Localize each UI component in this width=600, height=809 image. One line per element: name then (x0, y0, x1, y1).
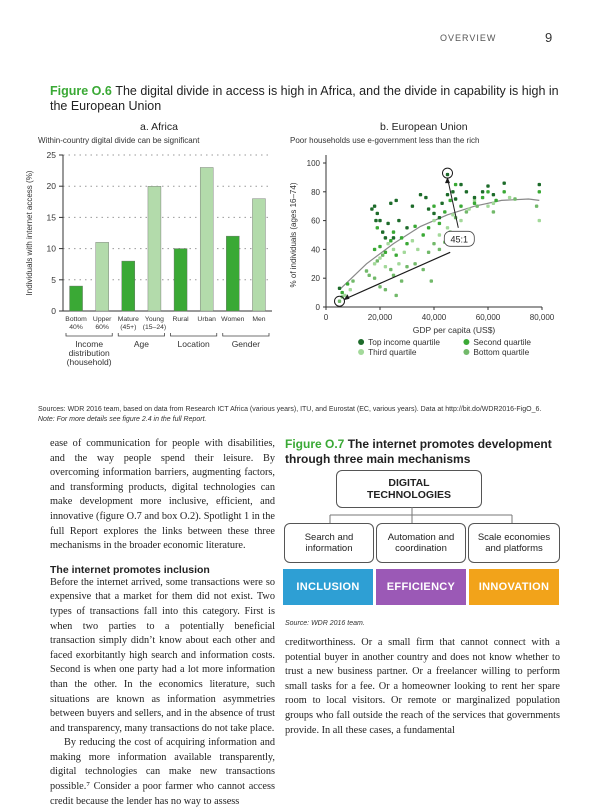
scatter-point (467, 207, 470, 210)
y-tick-label: 25 (46, 150, 56, 160)
scatter-point (392, 230, 395, 233)
figure-o6-label: Figure O.6 (50, 84, 112, 98)
y-tick-label: 80 (311, 187, 320, 197)
bar (174, 249, 187, 311)
scatter-point (492, 193, 495, 196)
category-label: Mature (117, 316, 139, 323)
group-label: (household) (66, 357, 112, 367)
scatter-point (381, 230, 384, 233)
scatter-point (389, 202, 392, 205)
scatter-point (378, 256, 381, 259)
scatter-point (473, 196, 476, 199)
scatter-point (373, 205, 376, 208)
bar (122, 261, 135, 311)
scatter-point (386, 242, 389, 245)
bar (252, 199, 265, 311)
mechanism-1-line1: Search and (304, 532, 354, 543)
category-label: Young (144, 316, 164, 323)
category-label: 40% (69, 324, 83, 331)
bar (96, 242, 109, 311)
scatter-point (473, 202, 476, 205)
y-tick-label: 15 (46, 212, 56, 223)
scatter-point (440, 202, 443, 205)
category-label: Upper (92, 316, 112, 323)
scatter-point (370, 207, 373, 210)
mechanism-3-line2: and platforms (485, 543, 543, 554)
y-tick-label: 100 (306, 159, 320, 168)
x-tick-label: 20,000 (367, 313, 393, 322)
scatter-point (341, 291, 344, 294)
scatter-point (365, 269, 368, 272)
category-label: Bottom (65, 316, 87, 323)
scatter-point (432, 219, 435, 222)
scatter-point (503, 181, 506, 184)
scatter-point (449, 199, 452, 202)
scatter-point (476, 205, 479, 208)
bar (70, 286, 83, 311)
scatter-point (413, 262, 416, 265)
scatter-point (397, 262, 400, 265)
scatter-point (413, 225, 416, 228)
scatter-point (378, 245, 381, 248)
left-paragraph-2: Before the internet arrived, some transactions were so expensive that a market for them did not exist. Two types of transactions fall into this category. First is when two parties to a potentially beneficial transaction simply didn’t know about each other and faced exorbitantly high search and information costs. Second is when one party had a lot more information than the other. In the economics literature, such situations are known as information asymmetries between buyers and sellers, and in the absence of trust and transparency, many transactions do not take place. (50, 576, 275, 734)
legend-label: Bottom quartile (473, 347, 530, 357)
scatter-point (338, 300, 341, 303)
scatter-point (384, 236, 387, 239)
scatter-point (430, 279, 433, 282)
scatter-point (481, 190, 484, 193)
scatter-point (438, 248, 441, 251)
bar (148, 186, 161, 311)
category-label: Rural (172, 316, 189, 323)
scatter-point (374, 219, 377, 222)
legend-marker (463, 339, 469, 345)
scatter-point (438, 216, 441, 219)
scatter-point (486, 190, 489, 193)
section-heading: The internet promotes inclusion (50, 563, 210, 576)
scatter-point (395, 199, 398, 202)
scatter-point (508, 196, 511, 199)
scatter-point (454, 183, 457, 186)
y-tick-label: 20 (311, 274, 320, 284)
scatter-point (376, 259, 379, 262)
scatter-point (373, 262, 376, 265)
mechanism-2-line1: Automation and (387, 532, 455, 543)
figure-o7-heading: The internet promotes development through three main mechanisms (285, 437, 552, 466)
x-axis-label: GDP per capita (US$) (412, 325, 496, 335)
scatter-point (411, 205, 414, 208)
scatter-point (427, 207, 430, 210)
running-header: OVERVIEW (440, 33, 497, 43)
scatter-point (481, 196, 484, 199)
scatter-point (405, 265, 408, 268)
y-axis-label: % of individuals (ages 16–74) (289, 182, 298, 288)
scatter-point (451, 213, 454, 216)
scatter-point (427, 226, 430, 229)
scatter-point (392, 236, 395, 239)
scatter-point (494, 199, 497, 202)
left-paragraph-3: By reducing the cost of acquiring information and making more information available transparently, digital technologies can make new transactions possible.⁷ Consider a poor farmer who cannot access credit because the lender has no way to assess (50, 737, 275, 807)
group-label: Gender (231, 339, 261, 349)
scatter-point (538, 190, 541, 193)
scatter-point (376, 212, 379, 215)
scatter-point (386, 222, 389, 225)
scale-platforms-box (468, 523, 560, 563)
scatter-point (338, 287, 341, 290)
scatter-point (384, 265, 387, 268)
search-information-box (284, 523, 374, 563)
mechanism-3-line1: Scale economies (477, 532, 551, 543)
scatter-point (492, 202, 495, 205)
bar (200, 167, 213, 311)
scatter-point (419, 193, 422, 196)
legend-marker (358, 339, 364, 345)
scatter-point (465, 190, 468, 193)
ratio-annotation: 45:1 (450, 234, 469, 245)
y-tick-label: 10 (46, 243, 56, 254)
scatter-point (405, 226, 408, 229)
left-paragraph-1: ease of communication for people with disabilities, and the way people spend their leisure. By overcoming information barriers, augmenting factors, and transforming products, digital technologies can make development more inclusive, efficient, and innovative (figure O.7 and box O.2). Spotlight 1 in the full Report explores the links between these three mechanisms in the broader economic literature. (50, 438, 275, 552)
page-number: 9 (545, 30, 553, 45)
scatter-point (384, 251, 387, 254)
scatter-point (432, 212, 435, 215)
group-label: distribution (68, 348, 110, 358)
scatter-point (395, 253, 398, 256)
scatter-point (403, 251, 406, 254)
connector-lines (282, 505, 564, 525)
scatter-point (405, 242, 408, 245)
scatter-point (459, 219, 462, 222)
scatter-point (368, 274, 371, 277)
panel-a-title: a. Africa (140, 121, 178, 133)
scatter-point (416, 248, 419, 251)
scatter-point (373, 248, 376, 251)
scatter-point (492, 210, 495, 213)
scatter-point (392, 248, 395, 251)
figure-o6-sources: Sources: WDR 2016 team, based on data from Research ICT Africa (various years), ITU, and Eurostat (EC, various years). Data at http://bit.do/WDR2016-FigO_6. (38, 406, 542, 413)
scatter-point (427, 251, 430, 254)
scatter-point (459, 183, 462, 186)
efficiency-bar: EFFICIENCY (376, 569, 466, 605)
scatter-point (446, 226, 449, 229)
africa-bar-chart (20, 145, 282, 385)
scatter-point (513, 197, 516, 200)
scatter-point (538, 183, 541, 186)
x-tick-label: 60,000 (475, 313, 501, 322)
figure-o7-label: Figure O.7 (285, 437, 345, 451)
figure-o7-title (285, 437, 560, 467)
scatter-point (381, 253, 384, 256)
x-tick-label: 0 (323, 313, 329, 322)
category-label: Women (221, 316, 245, 323)
scatter-point (432, 205, 435, 208)
y-tick-label: 0 (315, 303, 320, 312)
scatter-point (400, 236, 403, 239)
scatter-point (486, 184, 489, 187)
group-label: Age (133, 339, 149, 349)
mechanism-1-line2: information (305, 543, 353, 554)
scatter-point (438, 233, 441, 236)
digital-technologies-box (336, 470, 482, 508)
scatter-point (389, 239, 392, 242)
scatter-point (451, 190, 454, 193)
y-axis-label: Individuals with internet access (%) (25, 170, 34, 296)
scatter-point (503, 190, 506, 193)
scatter-point (486, 205, 489, 208)
scatter-point (422, 233, 425, 236)
figure-o6-title (50, 84, 560, 114)
group-label: Location (177, 339, 210, 349)
bar (226, 236, 239, 311)
category-label: 60% (95, 324, 109, 331)
panel-b-title: b. European Union (380, 121, 468, 133)
x-tick-label: 80,000 (529, 313, 555, 322)
scatter-point (422, 268, 425, 271)
scatter-point (438, 222, 441, 225)
category-label: Men (252, 316, 266, 323)
scatter-point (384, 288, 387, 291)
digital-label: DIGITAL (388, 477, 430, 489)
right-paragraph-1: creditworthiness. Or a small firm that cannot connect with a potential buyer in another country and does not know whether to trust a new business partner. Or a freelancer willing to perform small tasks for a fee. Or a homeowner looking to rent her spare room to local visitors. Or remote or marginalized population groups who fall outside the reach of the services that governments provide. In all these cases, a fundamental (285, 637, 560, 736)
figure-o7-source: Source: WDR 2016 team. (285, 620, 365, 627)
innovation-bar: INNOVATION (469, 569, 559, 605)
scatter-point (400, 279, 403, 282)
x-tick-label: 40,000 (421, 313, 447, 322)
scatter-point (454, 197, 457, 200)
scatter-point (351, 279, 354, 282)
y-tick-label: 60 (311, 216, 320, 226)
scatter-point (535, 205, 538, 208)
scatter-point (389, 268, 392, 271)
figure-o6-heading: The digital divide in access is high in Africa, and the divide in capability is high in the European Union (50, 84, 559, 113)
legend-marker (463, 349, 469, 355)
right-column (285, 636, 560, 738)
legend-label: Top income quartile (368, 337, 441, 347)
scatter-point (459, 205, 462, 208)
scatter-point (378, 285, 381, 288)
y-tick-label: 40 (311, 245, 320, 255)
scatter-point (411, 239, 414, 242)
technologies-label: TECHNOLOGIES (366, 489, 451, 501)
category-label: (15–24) (142, 324, 167, 331)
group-bracket (118, 333, 164, 336)
group-bracket (66, 333, 112, 336)
category-label: Urban (197, 316, 216, 323)
legend-marker (358, 349, 364, 355)
eu-scatter-chart (282, 145, 564, 395)
figure-o6-note: Note: For more details see figure 2.4 in the full Report. (38, 416, 207, 423)
group-label: Income (75, 339, 104, 349)
scatter-point (446, 193, 449, 196)
scatter-point (378, 219, 381, 222)
scatter-point (432, 242, 435, 245)
scatter-point (346, 282, 349, 285)
inclusion-bar: INCLUSION (283, 569, 373, 605)
arrow-down-line (345, 252, 451, 299)
scatter-point (397, 219, 400, 222)
scatter-point (443, 210, 446, 213)
scatter-point (376, 226, 379, 229)
scatter-point (446, 173, 449, 176)
group-bracket (223, 333, 269, 336)
y-tick-label: 5 (51, 274, 56, 285)
left-column (50, 437, 275, 809)
scatter-point (373, 277, 376, 280)
legend-label: Second quartile (473, 337, 532, 347)
scatter-point (424, 196, 427, 199)
scatter-point (465, 210, 468, 213)
panel-a-subtitle: Within-country digital divide can be significant (38, 136, 200, 145)
legend-label: Third quartile (368, 347, 417, 357)
y-tick-label: 0 (51, 306, 56, 316)
panel-b-subtitle: Poor households use e-government less than the rich (290, 136, 480, 145)
mechanism-2-line2: coordination (395, 543, 447, 554)
scatter-point (395, 294, 398, 297)
group-bracket (171, 333, 217, 336)
scatter-point (349, 288, 352, 291)
automation-coordination-box (376, 523, 466, 563)
scatter-point (538, 219, 541, 222)
category-label: (45+) (120, 324, 137, 331)
y-tick-label: 20 (46, 181, 56, 192)
